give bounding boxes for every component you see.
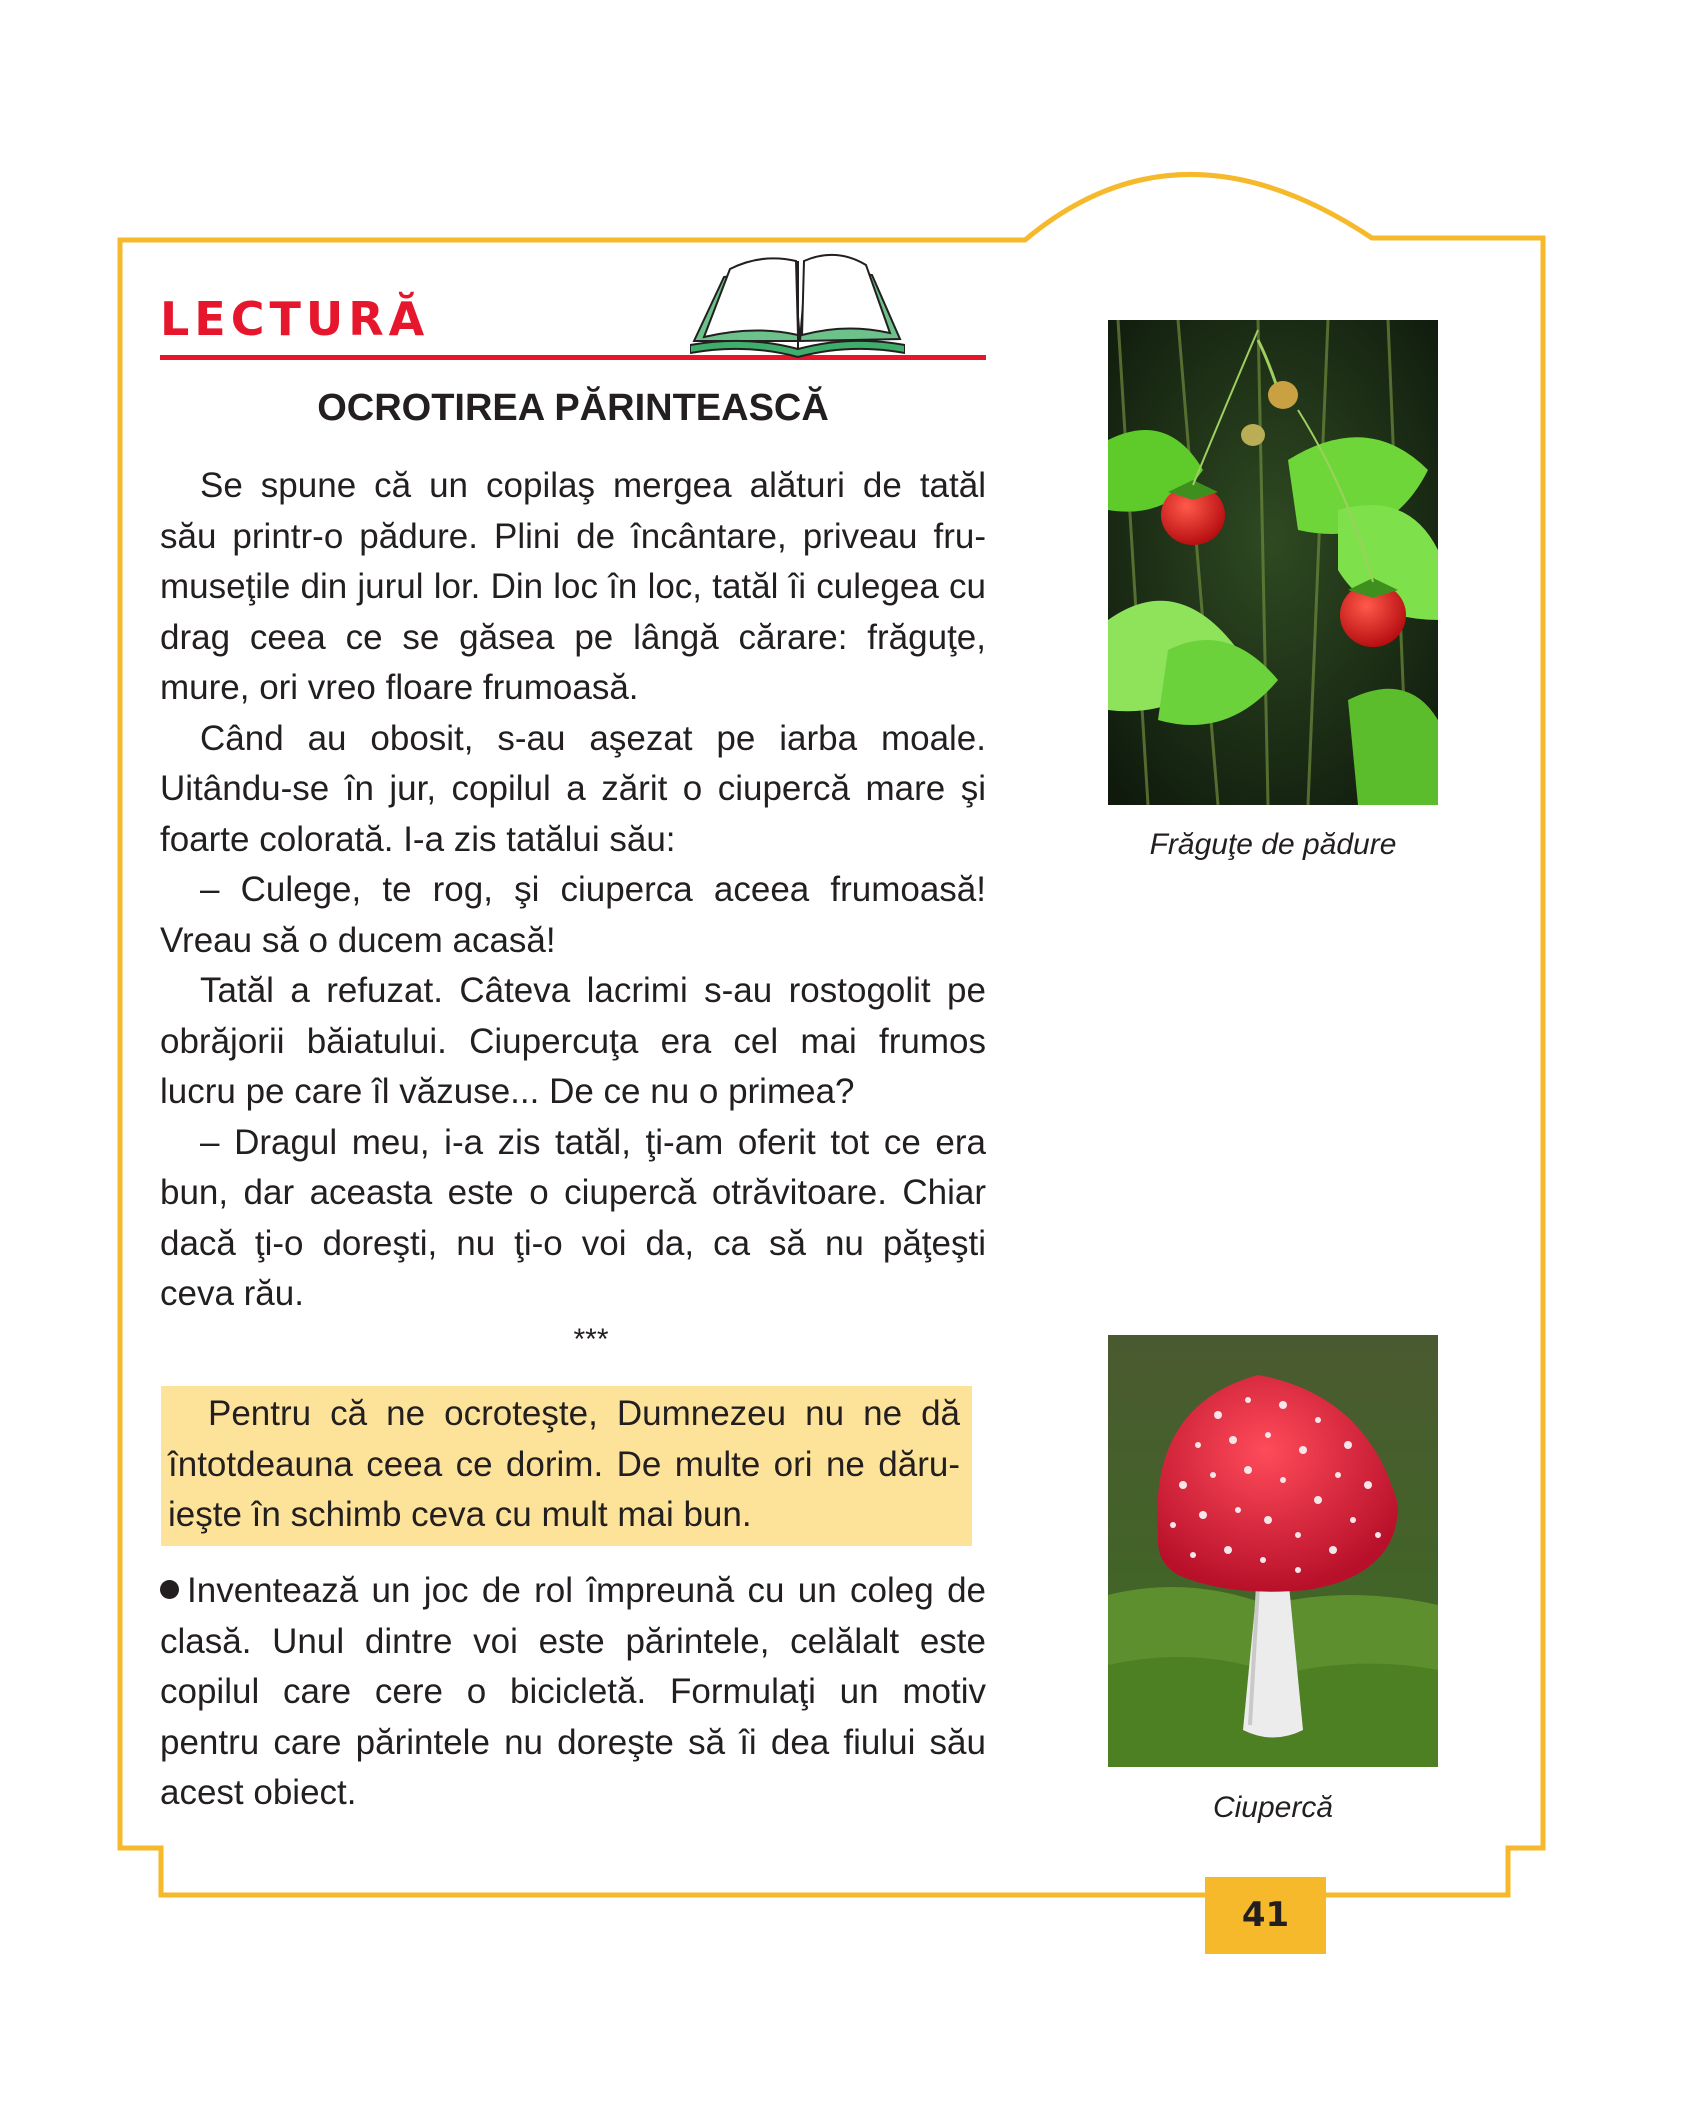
story-paragraph: Se spune că un copilaş mergea alături de tatăl său printr-o pădure. Plini de încântare, priveau fru- museţile din jurul lor. Din loc în loc, tatăl îi culegea cu drag ceea ce se găsea pe lângă cărare: frăguţe, (160, 466, 986, 657)
story-text (160, 461, 986, 1320)
section-title: LECTURĂ (160, 292, 430, 346)
page-number: 41 (1205, 1877, 1326, 1954)
moral-text: Pentru că ne ocroteşte, Dumnezeu nu ne dă întotdeauna ceea ce dorim. De multe ori ne dăru- ieşte în schimb ceva cu mult mai bun. (168, 1394, 960, 1534)
figure-caption: Frăguţe de pădure (1149, 828, 1397, 861)
mushroom-photo (1108, 1335, 1438, 1767)
story-paragraph: – Culege, te rog, şi ciuperca aceea frumoasă! (200, 870, 986, 909)
story-paragraph: mure, ori vreo floare frumoasă. (160, 668, 639, 707)
open-book-icon (690, 245, 905, 363)
section-separator: *** (573, 1323, 609, 1356)
story-paragraph: ceva rău. (160, 1274, 304, 1313)
task-text: Inventează un joc de rol împreună cu un coleg de clasă. Unul dintre voi este părintele, celălalt este copilul care cere o bicicletă. Formulaţi un motiv pentru care părintele nu doreşte să îi dea fiului său acest obiect. (160, 1571, 986, 1812)
story-paragraph: dacă ţi-o doreşti, nu ţi-o voi da, ca să nu păţeşti (160, 1223, 986, 1263)
story-paragraph: Tatăl a refuzat. Câteva lacrimi s-au rostogolit pe obrăjorii băiatului. Ciupercuţa era cel mai frumos (160, 971, 986, 1061)
story-paragraph: foarte colorată. I-a zis tatălui său: (160, 819, 676, 859)
story-paragraph: Când au obosit, s-au aşezat pe iarba moale. Uitându-se în jur, copilul a zărit o ciupercă mare şi (160, 718, 986, 808)
story-paragraph: – Dragul meu, i-a zis tatăl, ţi-am oferit tot ce era bun, dar aceasta este o ciupercă otrăvitoare. Chiar (160, 1122, 986, 1212)
story-paragraph: lucru pe care îl văzuse... De ce nu o primea? (160, 1072, 855, 1111)
bullet-icon (160, 1580, 179, 1599)
story-title: OCROTIREA PĂRINTEASCĂ (317, 387, 829, 429)
story-paragraph: Vreau să o ducem acasă! (160, 920, 556, 960)
figure-caption: Ciupercă (1212, 1791, 1334, 1824)
strawberries-photo (1108, 320, 1438, 805)
